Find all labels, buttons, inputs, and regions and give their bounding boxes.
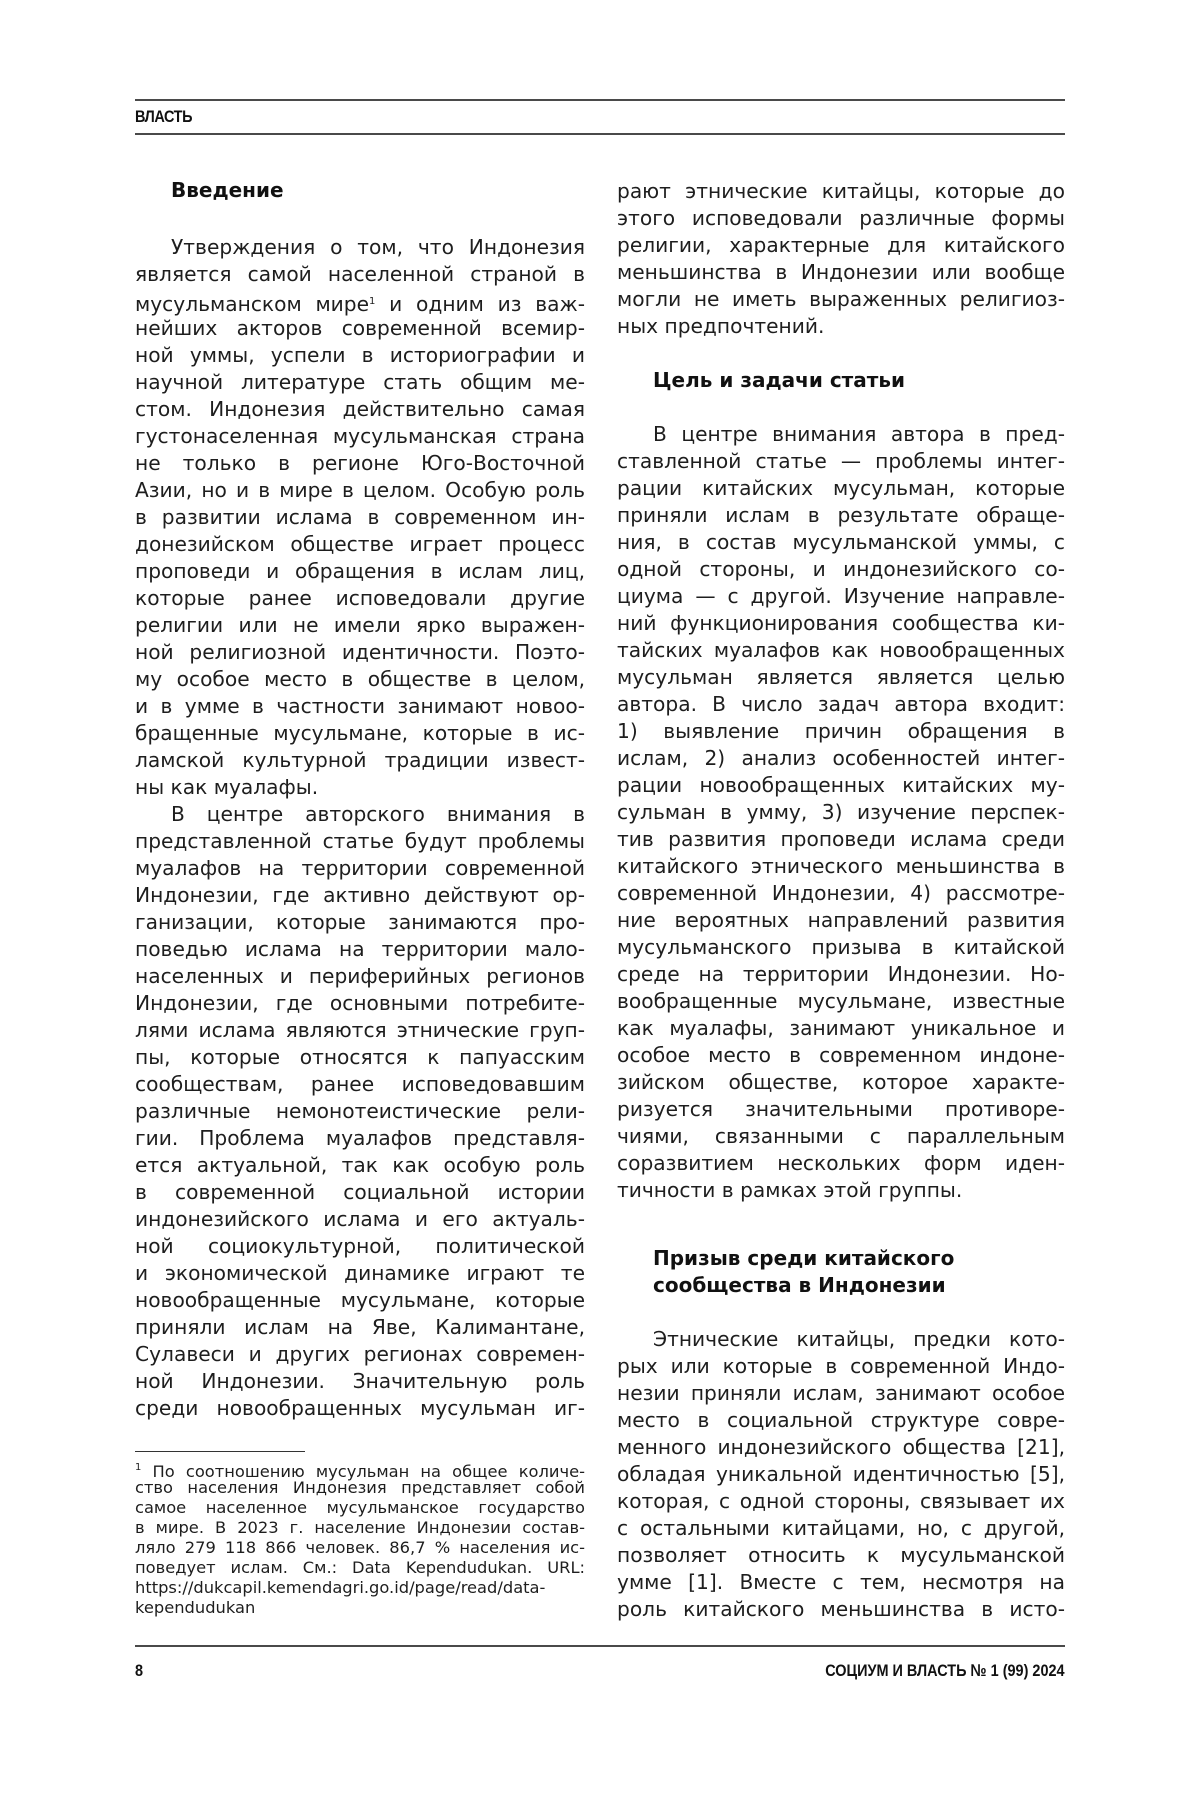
- body-line: с остальными китайцами, но, с другой,: [617, 1516, 1065, 1540]
- footnote-line: ляло 279 118 866 человек. 86,7 % населения ис-: [135, 1538, 585, 1557]
- footnote-line: kependudukan: [135, 1598, 256, 1617]
- body-line: муалафов на территории современной: [135, 856, 585, 880]
- footnote-text: По соотношению мусульман на общее количе-: [152, 1462, 585, 1481]
- body-line: ется актуальной, так как особую роль: [135, 1153, 585, 1177]
- body-line: одной стороны, и индонезийского со-: [617, 557, 1065, 581]
- body-line: ния, в состав мусульманской уммы, с: [617, 530, 1065, 554]
- body-line: ний функционирования сообщества ки-: [617, 611, 1065, 635]
- footnote-line: [135, 1458, 585, 1481]
- body-line: приняли ислам на Яве, Калимантане,: [135, 1315, 585, 1339]
- body-line: ислам, 2) анализ особенностей интег-: [617, 746, 1065, 770]
- body-line: нейших акторов современной всемир-: [135, 316, 585, 340]
- body-line: ной социокультурной, политической: [135, 1234, 585, 1258]
- body-line: меньшинства в Индонезии или вообще: [617, 260, 1065, 284]
- body-line: Индонезии, где активно действуют ор-: [135, 883, 585, 907]
- body-line: обладая уникальной идентичностью [5],: [617, 1462, 1065, 1486]
- body-line: рых или которые в современной Индо-: [617, 1354, 1065, 1378]
- footnote-line: в мире. В 2023 г. население Индонезии состав-: [135, 1518, 585, 1537]
- body-line: густонаселенная мусульманская страна: [135, 424, 585, 448]
- body-line: ние вероятных направлений развития: [617, 908, 1065, 932]
- footnote-line: ство населения Индонезия представляет собой: [135, 1478, 585, 1497]
- body-line: чиями, связанными с параллельным: [617, 1124, 1065, 1148]
- section-heading-goals: Цель и задачи статьи: [653, 368, 906, 392]
- line-text: и одним из важ-: [375, 292, 585, 316]
- body-line: место в социальной структуре совре-: [617, 1408, 1065, 1432]
- body-line: Этнические китайцы, предки кото-: [653, 1327, 1065, 1351]
- body-line: религии, характерные для китайского: [617, 233, 1065, 257]
- body-line: ганизации, которые занимаются про-: [135, 910, 585, 934]
- body-line: рации новообращенных китайских му-: [617, 773, 1065, 797]
- body-line: тив развития проповеди ислама среди: [617, 827, 1065, 851]
- body-line: соразвитием нескольких форм иден-: [617, 1151, 1065, 1175]
- body-line: позволяет относить к мусульманской: [617, 1543, 1065, 1567]
- body-line: зийском обществе, которое характе-: [617, 1070, 1065, 1094]
- section-heading-call: сообщества в Индонезии: [653, 1273, 946, 1297]
- body-line: и экономической динамике играют те: [135, 1261, 585, 1285]
- body-line: современной Индонезии, 4) рассмотре-: [617, 881, 1065, 905]
- body-line: му особое место в обществе в целом,: [135, 667, 585, 691]
- footnote-line: поведует ислам. См.: Data Kependudukan. URL:: [135, 1558, 585, 1577]
- body-line: новообращенные мусульмане, которые: [135, 1288, 585, 1312]
- body-line: Индонезии, где основными потребите-: [135, 991, 585, 1015]
- header-bottom-rule: [135, 133, 1065, 135]
- body-line: пы, которые относятся к папуасским: [135, 1045, 585, 1069]
- body-line: ламской культурной традиции извест-: [135, 748, 585, 772]
- body-line: автора. В число задач автора входит:: [617, 692, 1065, 716]
- body-line: ризуется значительными противоре-: [617, 1097, 1065, 1121]
- body-line: которые ранее исповедовали другие: [135, 586, 585, 610]
- body-line: стом. Индонезия действительно самая: [135, 397, 585, 421]
- body-line: научной литературе стать общим ме-: [135, 370, 585, 394]
- section-heading-introduction: Введение: [171, 178, 284, 202]
- body-line: является самой населенной страной в: [135, 262, 585, 286]
- body-line: в современной социальной истории: [135, 1180, 585, 1204]
- body-line: сульман в умму, 3) изучение перспек-: [617, 800, 1065, 824]
- body-line: представленной статье будут проблемы: [135, 829, 585, 853]
- body-line: рации китайских мусульман, которые: [617, 476, 1065, 500]
- body-line: [135, 288, 585, 315]
- body-line: могли не иметь выраженных религиоз-: [617, 287, 1065, 311]
- footer-rule: [135, 1645, 1065, 1647]
- body-line: населенных и периферийных регионов: [135, 964, 585, 988]
- header-top-rule: [135, 99, 1065, 101]
- body-line: не только в регионе Юго-Восточной: [135, 451, 585, 475]
- body-line: религии или не имели ярко выражен-: [135, 613, 585, 637]
- body-line: приняли ислам в результате обраще-: [617, 503, 1065, 527]
- body-line: ной Индонезии. Значительную роль: [135, 1369, 585, 1393]
- body-line: проповеди и обращения в ислам лиц,: [135, 559, 585, 583]
- line-text: мусульманском мире: [135, 292, 370, 316]
- footnote-line: https://dukcapil.kemendagri.go.id/page/read/data-: [135, 1578, 546, 1597]
- body-line: среди новообращенных мусульман иг-: [135, 1396, 585, 1420]
- body-line: Утверждения о том, что Индонезия: [171, 235, 585, 259]
- body-line: сообществам, ранее исповедовавшим: [135, 1072, 585, 1096]
- body-line: роль китайского меньшинства в исто-: [617, 1597, 1065, 1621]
- footnote-line: самое населенное мусульманское государство: [135, 1498, 585, 1517]
- body-line: которая, с одной стороны, связывает их: [617, 1489, 1065, 1513]
- body-line: ных предпочтений.: [617, 314, 825, 338]
- body-line: циума — с другой. Изучение направле-: [617, 584, 1065, 608]
- body-line: тичности в рамках этой группы.: [617, 1178, 963, 1202]
- body-line: особое место в современном индоне-: [617, 1043, 1065, 1067]
- running-head: ВЛАСТЬ: [135, 107, 193, 126]
- body-line: мусульманского призыва в китайской: [617, 935, 1065, 959]
- footnote-marker: 1: [135, 1462, 142, 1473]
- body-line: менного индонезийского общества [21],: [617, 1435, 1065, 1459]
- body-line: гии. Проблема муалафов представля-: [135, 1126, 585, 1150]
- body-line: донезийском обществе играет процесс: [135, 532, 585, 556]
- body-line: ставленной статье — проблемы интег-: [617, 449, 1065, 473]
- body-line: умме [1]. Вместе с тем, несмотря на: [617, 1570, 1065, 1594]
- body-line: среде на территории Индонезии. Но-: [617, 962, 1065, 986]
- body-line: 1) выявление причин обращения в: [617, 719, 1065, 743]
- journal-title: СОЦИУМ И ВЛАСТЬ № 1 (99) 2024: [825, 1661, 1065, 1680]
- body-line: В центре авторского внимания в: [171, 802, 585, 826]
- page-number: 8: [135, 1661, 144, 1680]
- section-heading-call: Призыв среди китайского: [653, 1246, 955, 1270]
- body-line: незии приняли ислам, занимают особое: [617, 1381, 1065, 1405]
- body-line: в развитии ислама в современном ин-: [135, 505, 585, 529]
- body-line: ны как муалафы.: [135, 775, 319, 799]
- body-line: различные немонотеистические рели-: [135, 1099, 585, 1123]
- footnote-separator: [135, 1451, 305, 1452]
- footnote-reference[interactable]: 1: [369, 296, 376, 307]
- body-line: рают этнические китайцы, которые до: [617, 179, 1065, 203]
- body-line: бращенные мусульмане, которые в ис-: [135, 721, 585, 745]
- body-line: этого исповедовали различные формы: [617, 206, 1065, 230]
- body-line: ной уммы, успели в историографии и: [135, 343, 585, 367]
- body-line: ной религиозной идентичности. Поэто-: [135, 640, 585, 664]
- body-line: и в умме в частности занимают новоо-: [135, 694, 585, 718]
- body-line: тайских муалафов как новообращенных: [617, 638, 1065, 662]
- body-line: индонезийского ислама и его актуаль-: [135, 1207, 585, 1231]
- body-line: вообращенные мусульмане, известные: [617, 989, 1065, 1013]
- body-line: мусульман является является целью: [617, 665, 1065, 689]
- body-line: Азии, но и в мире в целом. Особую роль: [135, 478, 585, 502]
- body-line: поведью ислама на территории мало-: [135, 937, 585, 961]
- body-line: В центре внимания автора в пред-: [653, 422, 1065, 446]
- body-line: лями ислама являются этнические груп-: [135, 1018, 585, 1042]
- body-line: Сулавеси и других регионах современ-: [135, 1342, 585, 1366]
- body-line: как муалафы, занимают уникальное и: [617, 1016, 1065, 1040]
- body-line: китайского этнического меньшинства в: [617, 854, 1065, 878]
